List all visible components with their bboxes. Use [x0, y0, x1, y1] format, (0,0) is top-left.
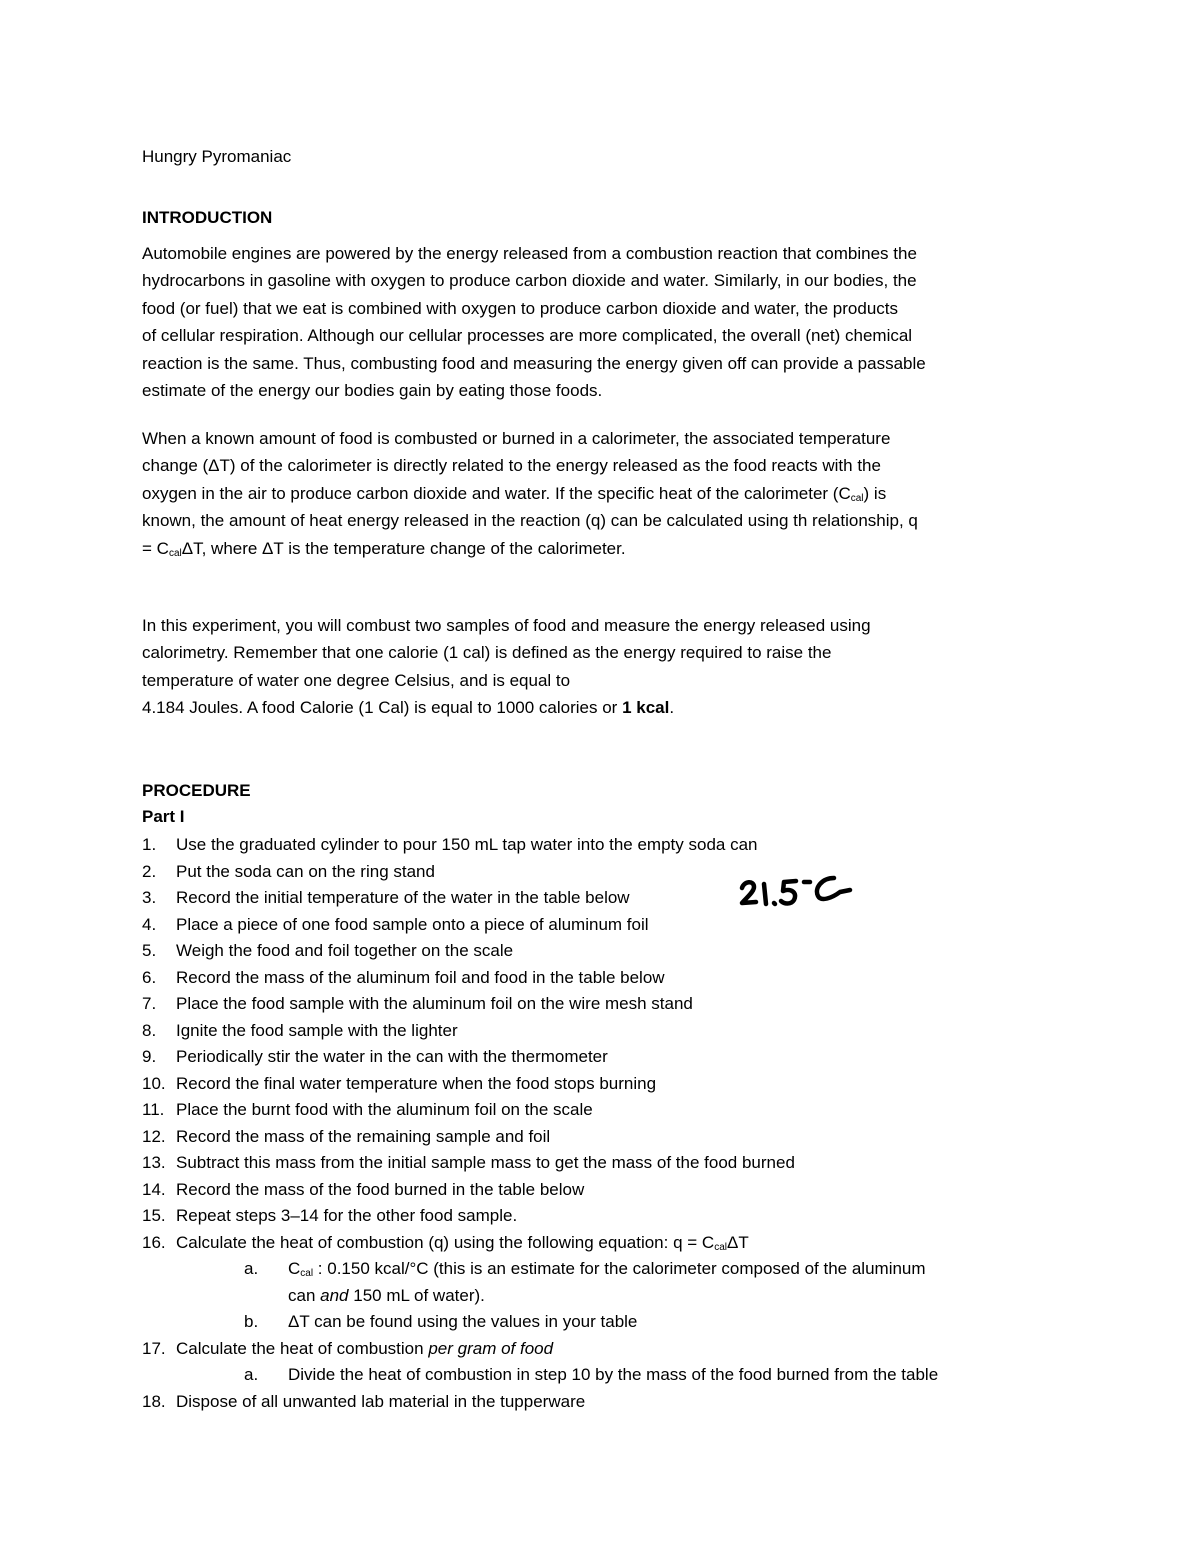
step-text: Weigh the food and foil together on the scale: [176, 941, 514, 960]
document-title: Hungry Pyromaniac: [142, 147, 292, 166]
intro-paragraph-3: [142, 612, 1062, 722]
step-text: Place the burnt food with the aluminum foil on the scale: [176, 1100, 593, 1119]
subscript-cal: cal: [850, 492, 864, 504]
italic-text: and: [320, 1285, 349, 1305]
text-line: food (or fuel) that we eat is combined with oxygen to produce carbon dioxide and water, the products: [142, 298, 899, 318]
step-text: Use the graduated cylinder to pour 150 mL tap water into the empty soda can: [176, 835, 758, 854]
text-run: = C: [142, 538, 169, 558]
step-number: 2.: [142, 861, 157, 881]
text-run: 4.184 Joules. A food Calorie (1 Cal) is equal to 1000 calories or: [142, 698, 623, 718]
step-number: 12.: [142, 1126, 166, 1146]
text-line: estimate of the energy our bodies gain by eating those foods.: [142, 380, 603, 400]
text-line: temperature of water one degree Celsius, and is equal to: [142, 670, 571, 690]
text-line: reaction is the same. Thus, combusting food and measuring the energy given off can provide a passable: [142, 353, 926, 373]
text-line: [142, 480, 1062, 507]
list-item: [142, 1150, 1062, 1177]
step-text: Ignite the food sample with the lighter: [176, 1020, 458, 1040]
step-text: Dispose of all unwanted lab material in the tupperware: [176, 1391, 586, 1411]
step-number: a.: [244, 1365, 259, 1384]
step-text: Repeat steps 3–14 for the other food sample.: [176, 1206, 518, 1225]
list-item: [142, 1018, 1062, 1045]
list-item: [142, 1203, 1062, 1230]
step-text: Put the soda can on the ring stand: [176, 861, 435, 881]
subscript-cal: cal: [168, 547, 182, 559]
list-subitem: [142, 1256, 1062, 1283]
step-number: 9.: [142, 1047, 157, 1066]
text-line: known, the amount of heat energy released in the reaction (q) can be calculated using th relationship, q: [142, 511, 918, 531]
step-number: 18.: [142, 1391, 166, 1411]
introduction-heading: INTRODUCTION: [142, 208, 273, 227]
step-number: 3.: [142, 888, 157, 907]
list-subitem-continuation: [142, 1283, 1062, 1310]
step-text: Periodically stir the water in the can with the thermometer: [176, 1047, 608, 1066]
text-line: change (ΔT) of the calorimeter is directly related to the energy released as the food reacts with the: [142, 456, 881, 476]
text-run: .: [669, 698, 675, 718]
text-line: [142, 535, 1062, 562]
text-run: : 0.150 kcal/°C (this is an estimate for the calorimeter composed of the aluminum: [313, 1259, 926, 1278]
step-text: Record the initial temperature of the water in the table below: [176, 888, 630, 907]
list-item: [142, 1097, 1062, 1124]
text-line: calorimetry. Remember that one calorie (1 cal) is defined as the energy required to raise the: [142, 643, 832, 663]
step-number: 8.: [142, 1020, 157, 1040]
intro-paragraph-1: [142, 240, 1062, 404]
list-item: [142, 912, 1062, 939]
step-text: [288, 1283, 485, 1310]
list-item: [142, 1124, 1062, 1151]
text-run: ΔT, where ΔT is the temperature change of the calorimeter.: [181, 538, 626, 558]
step-number: 11.: [142, 1100, 165, 1119]
list-item: [142, 1177, 1062, 1204]
text-run: can: [288, 1285, 321, 1305]
step-number: 16.: [142, 1232, 166, 1252]
list-item: [142, 1336, 1062, 1363]
list-item: [142, 1044, 1062, 1071]
text-line: of cellular respiration. Although our cellular processes are more complicated, the overall (net) chemical: [142, 326, 913, 346]
list-item: [142, 991, 1062, 1018]
list-subitem: [142, 1309, 1062, 1336]
text-line: Automobile engines are powered by the energy released from a combustion reaction that combines the: [142, 244, 917, 263]
step-text: Subtract this mass from the initial sample mass to get the mass of the food burned: [176, 1153, 795, 1172]
step-number: 13.: [142, 1153, 166, 1172]
italic-text: per gram of food: [428, 1338, 554, 1358]
step-number: 4.: [142, 914, 157, 934]
step-text: Place the food sample with the aluminum foil on the wire mesh stand: [176, 994, 693, 1013]
step-number: 7.: [142, 994, 157, 1013]
text-line: When a known amount of food is combusted or burned in a calorimeter, the associated temperature: [142, 429, 891, 448]
list-item: [142, 965, 1062, 992]
step-number: 6.: [142, 967, 157, 987]
subscript-cal: cal: [714, 1241, 727, 1253]
step-text: Record the final water temperature when the food stops burning: [176, 1073, 657, 1093]
step-text: Record the mass of the aluminum foil and food in the table below: [176, 967, 665, 987]
step-text: ΔT can be found using the values in your table: [288, 1312, 638, 1331]
handwritten-temperature-annotation: [738, 872, 858, 919]
list-item: [142, 1071, 1062, 1098]
step-number: 15.: [142, 1206, 166, 1225]
list-item: [142, 938, 1062, 965]
text-line: hydrocarbons in gasoline with oxygen to produce carbon dioxide and water. Similarly, in our bodies, the: [142, 271, 917, 291]
list-subitem: [142, 1362, 1062, 1389]
step-number: 1.: [142, 835, 157, 854]
procedure-heading: PROCEDURE: [142, 781, 251, 800]
step-text: Record the mass of the remaining sample and foil: [176, 1126, 551, 1146]
step-text: Place a piece of one food sample onto a piece of aluminum foil: [176, 914, 649, 934]
list-item: [142, 832, 1062, 859]
text-run: oxygen in the air to produce carbon dioxide and water. If the specific heat of the calorimeter (C: [142, 483, 851, 503]
step-text: Divide the heat of combustion in step 10 by the mass of the food burned from the table: [288, 1365, 939, 1384]
step-number: 5.: [142, 941, 157, 960]
list-item: [142, 1389, 1062, 1416]
step-number: 10.: [142, 1073, 166, 1093]
handwriting-ink: [738, 872, 858, 914]
step-number: 14.: [142, 1179, 166, 1199]
text-run: C: [288, 1259, 301, 1278]
text-run: ΔT: [727, 1232, 749, 1252]
step-number: a.: [244, 1259, 259, 1278]
subscript-cal: cal: [300, 1268, 314, 1279]
list-item: [142, 859, 1062, 886]
text-line: [142, 694, 1062, 721]
step-number: 17.: [142, 1338, 166, 1358]
text-line: In this experiment, you will combust two samples of food and measure the energy released using: [142, 616, 871, 635]
text-run: Calculate the heat of combustion: [176, 1338, 429, 1358]
step-text: [176, 1336, 553, 1363]
step-number: b.: [244, 1312, 259, 1331]
bold-kcal: 1 kcal: [622, 698, 670, 718]
part-heading: Part I: [142, 807, 185, 826]
text-run: ) is: [863, 483, 887, 503]
intro-paragraph-2: [142, 425, 1062, 562]
text-run: Calculate the heat of combustion (q) using the following equation: q = C: [176, 1232, 715, 1252]
text-run: 150 mL of water).: [348, 1285, 485, 1305]
list-item: [142, 885, 1062, 912]
procedure-steps-list: [142, 832, 1062, 1415]
step-text: Record the mass of the food burned in the table below: [176, 1179, 585, 1199]
list-item: [142, 1230, 1062, 1257]
